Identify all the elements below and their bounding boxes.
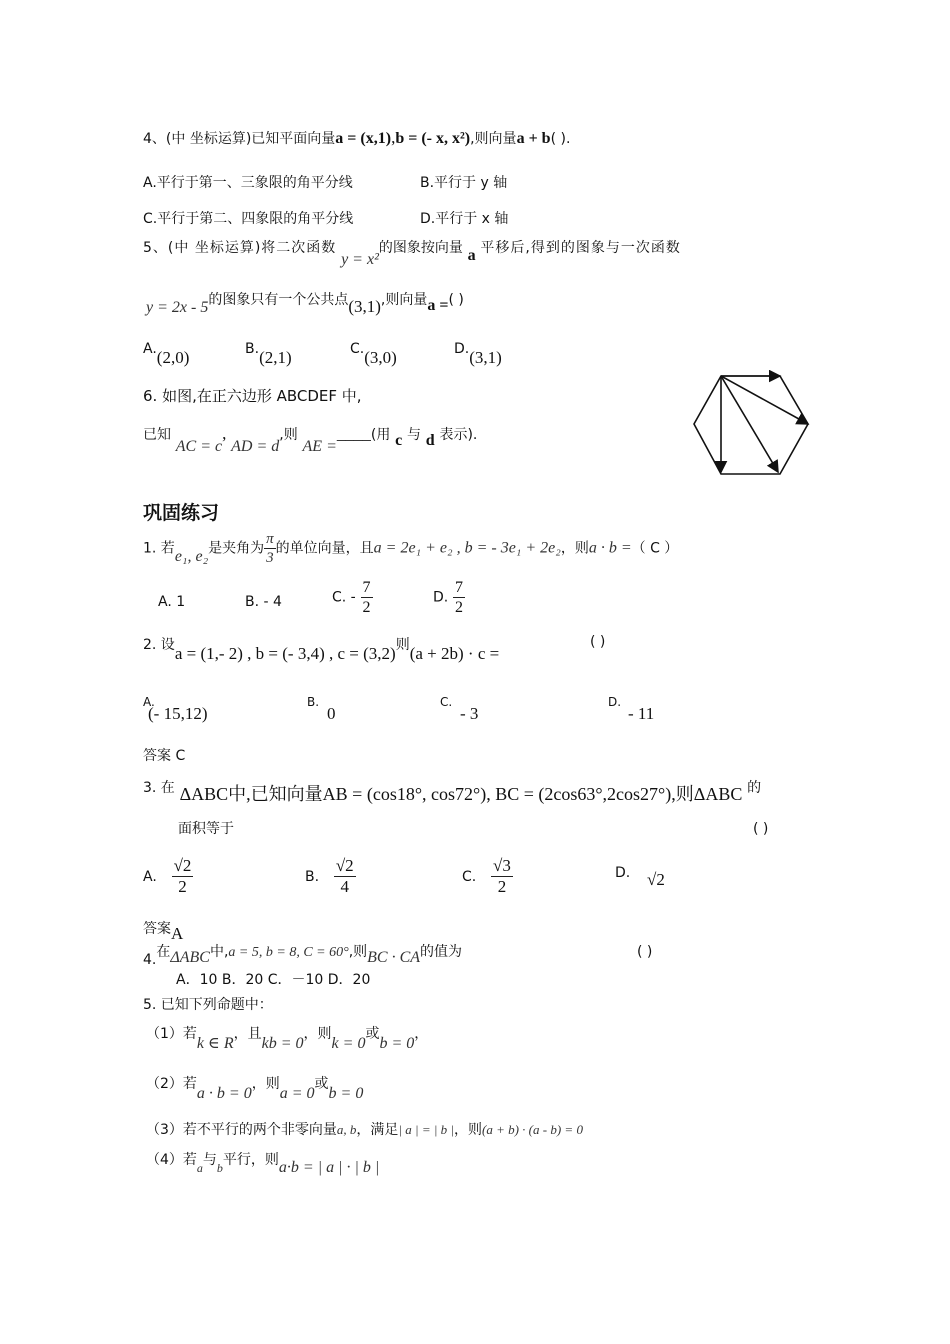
q5-linear: y = 2x - 5 — [146, 299, 209, 316]
p3-lead: 3. 在 — [143, 780, 175, 796]
p1-pi-over-3: $\frac{\pi}{3}$ — [266, 531, 274, 566]
q5-opt-a-label: A. — [143, 341, 157, 357]
p3-option-d: D. √2 — [615, 865, 665, 889]
vector-ad — [721, 376, 778, 472]
p3-line1 — [143, 776, 762, 804]
p5-lead: 5. 已知下列命题中： — [143, 997, 273, 1013]
q4-option-c: C.平行于第二、四象限的角平分线 — [143, 211, 354, 227]
q5-option-d — [454, 338, 502, 367]
p2-lead: 2. 设 — [143, 637, 175, 653]
q6-ae: AE = — [302, 438, 337, 455]
q4-sep: , — [391, 128, 396, 147]
p2-answer: 答案 C — [143, 748, 186, 764]
p5-item2: （2）若a · b = 0，则a = 0或b = 0 — [146, 1076, 364, 1102]
q4-sum: a + b — [516, 130, 551, 147]
q5-opt-d-label: D. — [454, 341, 470, 357]
q4-option-d: D.平行于 x 轴 — [420, 211, 509, 227]
p1-option-d-frac: $\frac{7}{2}$ — [455, 579, 464, 617]
p1-lead: 1. 若 — [143, 540, 175, 557]
p2-expr2: (a + 2b) · c = — [409, 644, 500, 663]
q6-tail-a: (用 — [370, 427, 391, 443]
q5-opt-c-label: C. — [350, 341, 365, 357]
q6-c: c — [395, 432, 403, 449]
p1-e: e₁, e₂ — [174, 547, 209, 565]
q5-quadratic: y = x² — [341, 251, 379, 268]
q4-vector-a: a = (x,1) — [335, 130, 392, 147]
q6-blank: ____ — [336, 424, 371, 443]
p4-dot: BC · CA — [367, 949, 421, 966]
p1-mid2: 的单位向量，且 — [275, 540, 374, 557]
p3-tail: 的 — [747, 780, 762, 796]
p4-lead: 4. — [143, 952, 157, 968]
p1-option-c: C. - $\frac{7}{2}$ — [332, 579, 371, 617]
q5-paren: ( ) — [448, 292, 464, 308]
p1-then: ，则 — [560, 540, 589, 557]
q4-mid: ,则向量 — [470, 131, 517, 147]
p2-option-b: B. 0 — [307, 695, 336, 723]
q5-option-a — [143, 338, 190, 367]
p3-line2: 面积等于 — [178, 821, 234, 837]
q6-then: ,则 — [279, 427, 298, 443]
p5-item4: （4）若$_a$与$_b$平行，则a·b = | a | · | b | — [146, 1152, 380, 1176]
p1-ab: a · b = — [588, 539, 632, 557]
q4-line — [143, 128, 570, 148]
p3-paren: ( ) — [753, 821, 769, 837]
q6-d: d — [425, 432, 435, 449]
q4-option-a: A.平行于第一、三象限的角平分线 — [143, 175, 353, 191]
p2-paren: ( ) — [590, 634, 606, 650]
q6-tail-b: 表示). — [439, 427, 478, 443]
q6-line2: 已知 AC = c, AD = d,则 AE =____(用 c 与 d 表示). — [143, 424, 478, 455]
q5-vector-eq: a = — [427, 297, 449, 314]
p4-tail: 的值为 — [420, 944, 463, 960]
q5-opt-b-value: (2,1) — [259, 348, 292, 367]
p1-mid: 是夹角为 — [208, 540, 265, 557]
p2-option-c: C. - 3 — [440, 695, 479, 723]
p4-in: 在 — [156, 944, 171, 960]
p2-expr: a = (1,- 2) , b = (- 3,4) , c = (3,2) — [174, 644, 396, 663]
q5-vector: a — [467, 247, 476, 264]
q5-opt-a-value: (2,0) — [156, 348, 190, 367]
p1-answer: （ C ） — [631, 540, 679, 557]
vector-ac — [721, 376, 808, 424]
q6-known: 已知 — [143, 427, 171, 443]
p3-option-c: C. $\frac{√3}{2}$ — [462, 856, 511, 897]
q5-text-c: 平移后,得到的图象与一次函数 — [480, 240, 681, 256]
p4-paren: ( ) — [637, 944, 653, 960]
q6-with: 与 — [407, 427, 421, 443]
p4-cond: a = 5, b = 8, C = 60° — [228, 945, 349, 960]
p2-then: 则 — [395, 637, 410, 653]
p1-line — [143, 530, 678, 567]
p5-item3: （3）若不平行的两个非零向量a, b，满足| a | = | b |，则(a + b) · (a - b) = 0 — [146, 1122, 583, 1138]
q5-point: (3,1) — [348, 297, 381, 316]
q5-opt-b-label: B. — [245, 341, 260, 357]
q5-text-d: 的图象只有一个公共点 — [208, 292, 349, 308]
p1-expr: a = 2e₁ + e₂ , b = - 3e₁ + 2e₂ — [373, 539, 561, 557]
q4-suffix: ( ). — [550, 131, 571, 147]
p1-option-a: A. 1 — [158, 594, 186, 610]
q5-text-b: 的图象按向量 — [378, 240, 463, 256]
q6-ac: AC = c — [175, 438, 223, 455]
q5-option-c — [350, 338, 397, 367]
hexagon-figure — [690, 370, 812, 480]
p1-option-c-frac: $\frac{7}{2}$ — [362, 579, 371, 617]
p2-option-a: A. (- 15,12) — [143, 695, 208, 723]
q5-opt-c-value: (3,0) — [364, 348, 397, 367]
p2-line — [143, 634, 500, 663]
section-heading: 巩固练习 — [143, 502, 220, 524]
p3-option-a: A. $\frac{√2}{2}$ — [143, 856, 192, 897]
p1-option-b: B. - 4 — [245, 594, 282, 610]
q5-text-e: ,则向量 — [380, 292, 428, 308]
q6-line1: 6. 如图,在正六边形 ABCDEF 中, — [143, 387, 362, 405]
p4-triangle: ΔABC — [170, 949, 210, 966]
q4-option-b: B.平行于 y 轴 — [420, 175, 508, 191]
q4-prefix: 4、(中 坐标运算)已知平面向量 — [143, 131, 336, 147]
p1-option-d: D. $\frac{7}{2}$ — [433, 579, 464, 617]
p4-line — [143, 942, 463, 968]
q4-vector-b: b = (- x, x²) — [395, 130, 471, 147]
p3-answer: 答案A — [143, 921, 184, 943]
p3-option-b: B. $\frac{√2}{4}$ — [305, 856, 354, 897]
p4-then: ,则 — [348, 944, 368, 960]
p4-options: A．10 B．20 C．－10 D．20 — [176, 972, 371, 988]
p5-item1: （1）若k ∈ R，且kb = 0，则k = 0或b = 0， — [146, 1026, 429, 1052]
p3-expr: ΔABC中,已知向量AB = (cos18°, cos72°), BC = (2cos63°,2cos27°),则ΔABC — [179, 784, 743, 804]
q5-line2 — [146, 289, 464, 316]
q5-opt-d-value: (3,1) — [469, 348, 502, 367]
q6-ad: AD = d — [231, 438, 280, 455]
p4-mid: 中, — [209, 944, 229, 960]
p2-option-d: D. - 11 — [608, 695, 655, 723]
q5-line1 — [143, 238, 681, 268]
q5-text-a: 5、(中 坐标运算)将二次函数 — [143, 240, 337, 256]
q5-option-b — [245, 338, 292, 367]
